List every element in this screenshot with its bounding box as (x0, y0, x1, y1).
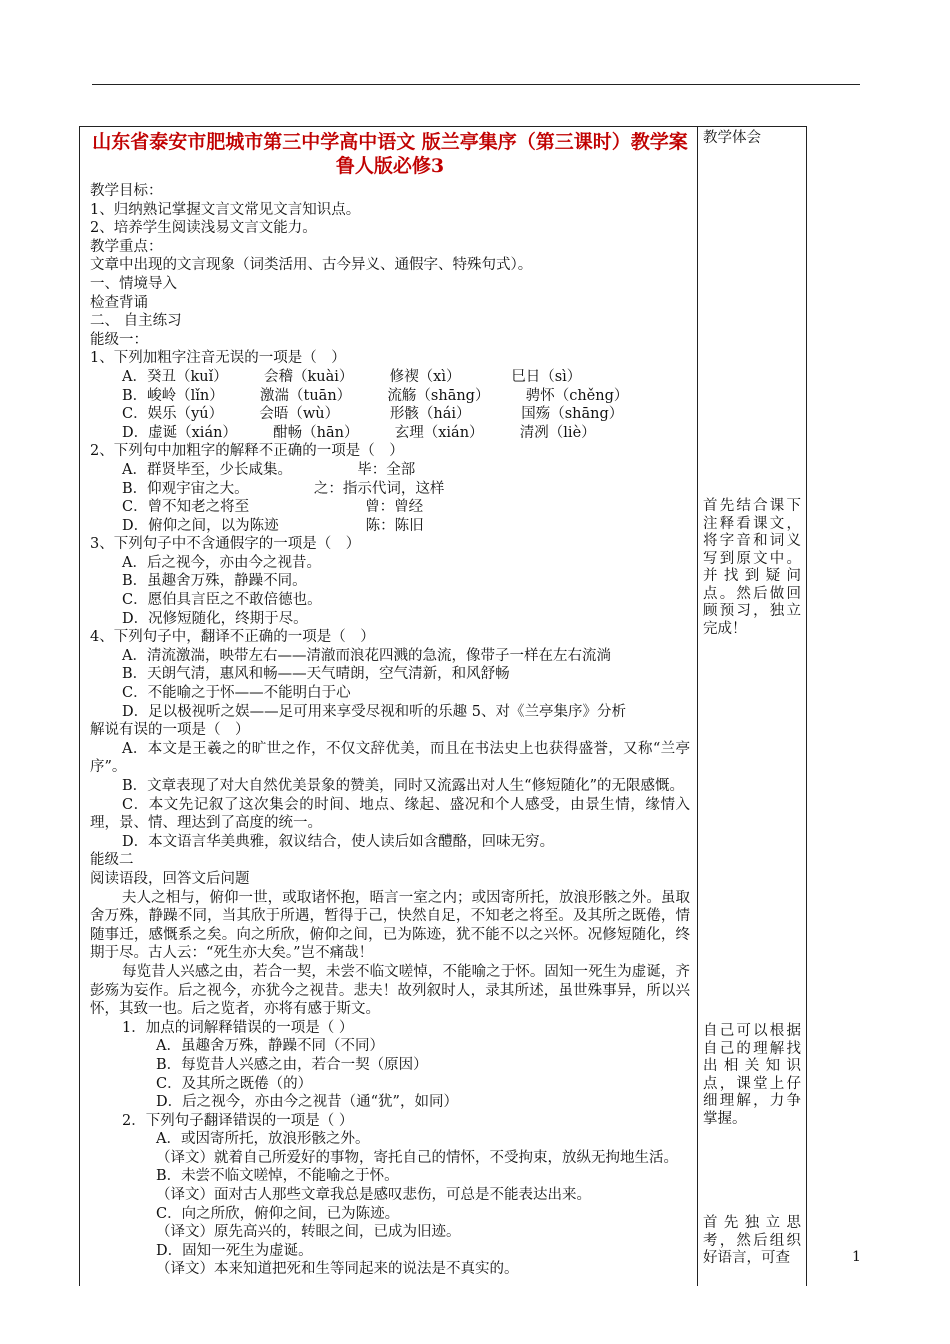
option-3d: D．况修短随化，终期于尽。 (122, 610, 308, 627)
page-number: 1 (852, 1249, 861, 1265)
section-practice: 二、 自主练习 (90, 313, 182, 330)
option-3b: B．虽趣舍万殊，静躁不同。 (122, 573, 307, 590)
option-2a: A．群贤毕至，少长咸集。 毕：全部 (122, 461, 416, 478)
question-1: 1、下列加粗字注音无误的一项是（ ） (90, 350, 346, 367)
question-5-cont: 解说有误的一项是（ ） (90, 722, 250, 739)
side-note-3: 首先独立思考，然后组织好语言，可查 (703, 1215, 801, 1266)
option-5a: A．本文是王羲之的旷世之作，不仅文辞优美，而且在书法史上也获得盛誉，又称“兰亭序”。 (90, 740, 690, 776)
level-2-heading: 能级二 (90, 852, 134, 869)
option-4d-question-5: D．足以极视听之娱——足可用来享受尽视和听的乐趣 5、对《兰亭集序》分析 (122, 703, 626, 720)
objective-2: 2、培养学生阅读浅易文言文能力。 (90, 220, 317, 237)
option-2b: B．仰观宇宙之大。 之：指示代词，这样 (122, 480, 445, 497)
passage-paragraph-2: 每览昔人兴感之由，若合一契，未尝不临文嗟悼，不能喻之于怀。固知一死生为虚诞，齐彭殇为妄作。后之视今，亦犹今之视昔。悲夫！故列叙时人，录其所述，虽世殊事异，所以兴怀，其致一也。后之览者，亦将有感于斯文。 (90, 963, 690, 1018)
option-3a: A．后之视今，亦由今之视昔。 (122, 554, 321, 571)
subquestion-2: 2．下列句子翻译错误的一项是（ ） (122, 1112, 354, 1129)
recitation-check: 检查背诵 (90, 294, 148, 311)
subquestion-2d: D．固知一死生为虚诞。 (156, 1242, 313, 1259)
passage-paragraph-1: 夫人之相与，俯仰一世，或取诸怀抱，晤言一室之内；或因寄所托，放浪形骸之外。虽取舍万殊，静躁不同，当其欣于所遇，暂得于己，快然自足，不知老之将至。及其所之既倦，情随事迁，感慨系之矣。向之所欣，俯仰之间，已为陈迹，犹不能不以之兴怀。况修短随化，终期于尽。古人云：“死生亦大矣。”岂不痛哉！ (90, 889, 690, 962)
side-note-2: 自己可以根据自己的理解找出相关知识点，课堂上仔细理解，力争掌握。 (703, 1023, 801, 1127)
side-note-1: 首先结合课下注释看课文，将字音和词义写到原文中。并找到疑问点。然后做回顾预习，独立完成！ (703, 498, 801, 637)
option-5c: C．本文先记叙了这次集会的时间、地点、缘起、盛况和个人感受，由景生情，缘情入理，景、情、理达到了高度的统一。 (90, 796, 690, 832)
header-rule (92, 84, 860, 85)
key-points-heading: 教学重点： (90, 238, 163, 255)
option-5d: D．本文语言华美典雅，叙议结合，使人读后如含醴酪，回味无穷。 (122, 833, 555, 850)
translation-2a: （译文）就着自己所爱好的事物，寄托自己的情怀，不受拘束，放纵无拘地生活。 (156, 1149, 678, 1166)
option-2c: C．曾不知老之将至 曾：曾经 (122, 499, 424, 516)
side-header: 教学体会 (703, 130, 761, 146)
key-points-text: 文章中出现的文言现象（词类活用、古今异义、通假字、特殊句式）。 (90, 257, 533, 274)
subquestion-1: 1．加点的词解释错误的一项是（ ） (122, 1019, 354, 1036)
option-1d: D．虚诞（xián） 酣畅（hān） 玄理（xián） 清冽（liè） (122, 424, 596, 441)
subquestion-2b: B．未尝不临文嗟悼，不能喻之于怀。 (156, 1168, 399, 1185)
option-2d: D．俯仰之间，以为陈迹 陈：陈旧 (122, 517, 424, 534)
translation-2b: （译文）面对古人那些文章我总是感叹悲伤，可总是不能表达出来。 (156, 1187, 591, 1204)
option-4c: C．不能喻之于怀——不能明白于心 (122, 685, 351, 702)
option-1a: A．癸丑（kuǐ） 会稽（kuài） 修禊（xì） 巳日（sì） (122, 368, 582, 385)
document-title: 山东省泰安市肥城市第三中学高中语文 版兰亭集序（第三课时）教学案 鲁人版必修3 (92, 131, 688, 177)
section-intro: 一、情境导入 (90, 275, 177, 292)
question-2: 2、下列句中加粗字的解释不正确的一项是（ ） (90, 443, 404, 460)
subquestion-2c: C．向之所欣，俯仰之间，已为陈迹。 (156, 1205, 400, 1222)
option-3c: C．愿伯具言臣之不敢倍德也。 (122, 592, 322, 609)
objectives-heading: 教学目标： (90, 183, 163, 199)
option-1c: C．娱乐（yú） 会晤（wù） 形骸（hái） 国殇（shāng） (122, 406, 624, 423)
main-column (90, 128, 690, 1279)
question-4: 4、下列句子中，翻译不正确的一项是（ ） (90, 629, 375, 646)
subquestion-2a: A．或因寄所托，放浪形骸之外。 (156, 1131, 370, 1148)
subquestion-1c: C．及其所之既倦（的） (156, 1075, 313, 1092)
translation-2c: （译文）原先高兴的，转眼之间，已成为旧迹。 (156, 1224, 461, 1241)
subquestion-1a: A．虽趣舍万殊，静躁不同（不同） (156, 1038, 384, 1055)
level-1-heading: 能级一： (90, 331, 148, 348)
option-4a: A．清流激湍，映带左右——清澈而浪花四溅的急流，像带子一样在左右流淌 (122, 647, 611, 664)
objective-1: 1、归纳熟记掌握文言文常见文言知识点。 (90, 201, 361, 218)
question-3: 3、下列句子中不含通假字的一项是（ ） (90, 536, 361, 553)
column-divider (697, 126, 698, 1286)
option-5b: B．文章表现了对大自然优美景象的赞美，同时又流露出对人生“修短随化”的无限感慨。 (122, 778, 684, 794)
translation-2d: （译文）本来知道把死和生等同起来的说法是不真实的。 (156, 1261, 519, 1278)
subquestion-1b: B．每览昔人兴感之由，若合一契（原因） (156, 1056, 428, 1073)
subquestion-1d: D．后之视今，亦由今之视昔（通“犹”，如同） (156, 1094, 458, 1111)
option-1b: B．峻岭（lǐn） 激湍（tuān） 流觞（shāng） 骋怀（chěng） (122, 387, 629, 404)
option-4b: B．天朗气清，惠风和畅——天气晴朗，空气清新，和风舒畅 (122, 666, 510, 683)
reading-instruction: 阅读语段，回答文后问题 (90, 870, 250, 887)
